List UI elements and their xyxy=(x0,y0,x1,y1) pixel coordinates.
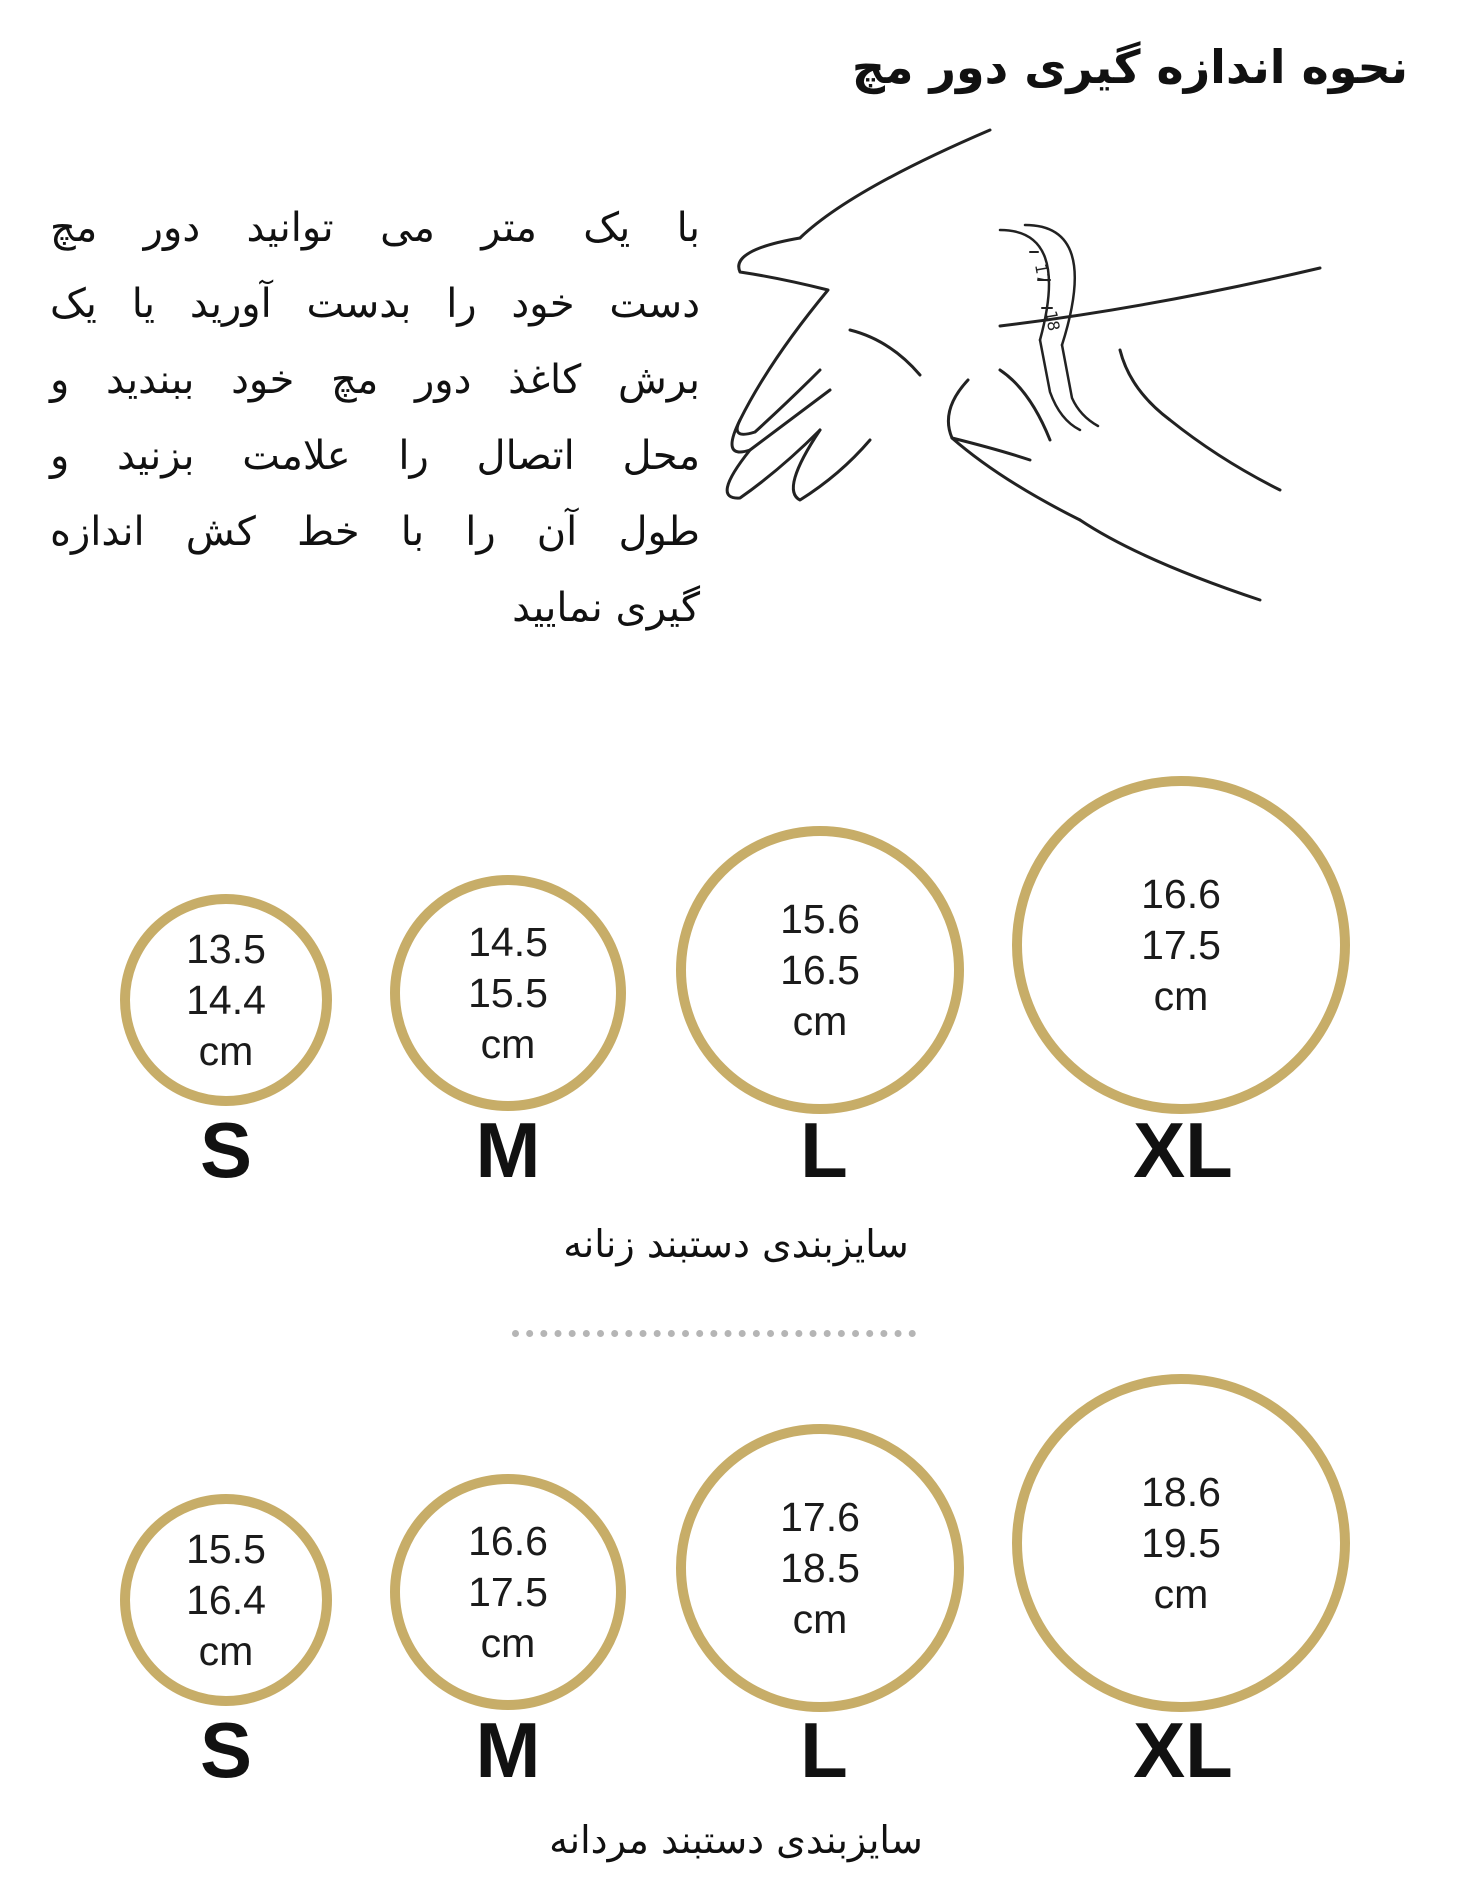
instruction-line: دست خود را بدست آورید یا یک xyxy=(50,281,700,327)
size-ring-women-m xyxy=(390,875,626,1111)
size-label: XL xyxy=(1133,1706,1233,1794)
size-label: L xyxy=(800,1106,848,1194)
size-min: 13.5 xyxy=(186,925,266,972)
page-title: نحوه اندازه گیری دور مچ xyxy=(851,40,1408,94)
size-min: 14.5 xyxy=(468,918,548,965)
instruction-line: با یک متر می توانید دور مچ xyxy=(50,205,700,251)
size-unit: cm xyxy=(792,997,848,1044)
size-max: 17.5 xyxy=(468,1568,548,1615)
instruction-line: برش کاغذ دور مچ خود ببندید و xyxy=(50,357,700,403)
size-unit: cm xyxy=(480,1020,536,1067)
size-unit: cm xyxy=(480,1619,536,1666)
size-max: 15.5 xyxy=(468,969,548,1016)
size-ring-men-m xyxy=(390,1474,626,1710)
size-ring-men-s xyxy=(120,1494,332,1706)
size-unit: cm xyxy=(1153,972,1209,1019)
size-max: 16.5 xyxy=(780,946,860,993)
instruction-line: گیری نمایید xyxy=(512,585,700,631)
size-max: 14.4 xyxy=(186,976,266,1023)
size-unit: cm xyxy=(198,1627,254,1674)
size-ring-men-xl xyxy=(1012,1374,1350,1712)
size-unit: cm xyxy=(792,1595,848,1642)
size-ring-women-l xyxy=(676,826,964,1114)
size-min: 16.6 xyxy=(1141,870,1221,917)
size-max: 19.5 xyxy=(1141,1519,1221,1566)
section-divider xyxy=(512,1330,916,1337)
size-min: 15.6 xyxy=(780,895,860,942)
size-min: 17.6 xyxy=(780,1493,860,1540)
size-unit: cm xyxy=(1153,1570,1209,1617)
instruction-line: طول آن را با خط کش اندازه xyxy=(50,509,700,555)
size-min: 15.5 xyxy=(186,1525,266,1572)
size-ring-women-s xyxy=(120,894,332,1106)
size-label: XL xyxy=(1133,1106,1233,1194)
tape-mark: 17 xyxy=(1031,262,1054,286)
size-min: 16.6 xyxy=(468,1517,548,1564)
hand-measuring-wrist-icon xyxy=(700,120,1360,620)
women-sizing-caption: سایزبندی دستبند زنانه xyxy=(563,1222,909,1266)
size-ring-women-xl xyxy=(1012,776,1350,1114)
size-max: 16.4 xyxy=(186,1576,266,1623)
size-max: 17.5 xyxy=(1141,921,1221,968)
size-label: S xyxy=(199,1706,253,1794)
size-max: 18.5 xyxy=(780,1544,860,1591)
size-min: 18.6 xyxy=(1141,1468,1221,1515)
tape-mark: 18 xyxy=(1041,309,1064,333)
size-label: L xyxy=(800,1706,848,1794)
size-label: M xyxy=(475,1106,541,1194)
men-sizing-caption: سایزبندی دستبند مردانه xyxy=(549,1818,923,1862)
measuring-instructions xyxy=(50,190,700,646)
size-label: M xyxy=(475,1706,541,1794)
size-ring-men-l xyxy=(676,1424,964,1712)
size-label: S xyxy=(199,1106,253,1194)
instruction-line: محل اتصال را علامت بزنید و xyxy=(50,433,700,479)
size-unit: cm xyxy=(198,1027,254,1074)
